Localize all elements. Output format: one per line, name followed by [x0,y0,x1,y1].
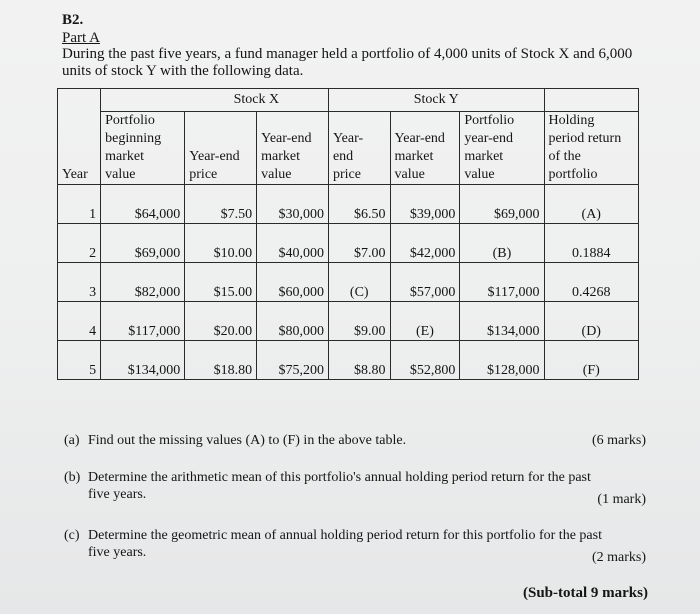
table-row [58,185,639,224]
cell-y-price: (C) [328,263,390,302]
cell-beginning: $69,000 [101,224,185,263]
table-row [58,263,639,302]
cell-hpr: 0.4268 [544,263,638,302]
cell-x-value: $75,200 [257,341,329,380]
cell-x-price: $15.00 [185,263,257,302]
col-hpr: Holding period return of the portfolio [544,112,638,185]
cell-x-value: $80,000 [257,302,329,341]
cell-x-price: $18.80 [185,341,257,380]
group-header-row [58,89,639,112]
part-heading: Part A [62,30,100,46]
question-text-cont: five years. [88,545,147,560]
portfolio-table [57,88,639,380]
cell-hpr: (F) [544,341,638,380]
col-y-value: Year-end market value [390,112,460,185]
question-text-cont: five years. [88,487,147,502]
question-text: Determine the arithmetic mean of this portfolio's annual holding period return for the past [88,470,591,485]
cell-beginning: $134,000 [101,341,185,380]
cell-x-price: $7.50 [185,185,257,224]
table-row [58,341,639,380]
question-number: B2. [62,12,84,28]
question-text: Determine the geometric mean of annual holding period return for this portfolio for the past [88,528,602,543]
intro-line-2: units of stock Y with the following data. [62,63,304,79]
column-header-row [58,112,639,185]
cell-end-value: $128,000 [460,341,544,380]
cell-hpr: 0.1884 [544,224,638,263]
col-beginning-value: Portfolio beginning market value [101,112,185,185]
cell-y-price: $6.50 [328,185,390,224]
col-x-value: Year-end market value [257,112,329,185]
cell-x-price: $10.00 [185,224,257,263]
cell-x-value: $60,000 [257,263,329,302]
cell-year: 4 [58,302,101,341]
cell-x-price: $20.00 [185,302,257,341]
col-end-value: Portfolio year-end market value [460,112,544,185]
cell-y-value: $42,000 [390,224,460,263]
table-row [58,302,639,341]
question-text: Find out the missing values (A) to (F) in the above table. [88,433,407,448]
col-y-price: Year- end price [328,112,390,185]
question-marks: (6 marks) [591,433,646,448]
cell-y-value: $57,000 [390,263,460,302]
intro-line-1: During the past five years, a fund manager held a portfolio of 4,000 units of Stock X and 6,000 [62,46,633,62]
cell-x-value: $40,000 [257,224,329,263]
stock-y-header: Stock Y [328,89,544,112]
cell-x-value: $30,000 [257,185,329,224]
cell-y-value: $39,000 [390,185,460,224]
cell-y-value: (E) [390,302,460,341]
col-x-price: Year-end price [185,112,257,185]
cell-y-price: $8.80 [328,341,390,380]
cell-year: 5 [58,341,101,380]
cell-y-price: $7.00 [328,224,390,263]
cell-hpr: (A) [544,185,638,224]
cell-year: 3 [58,263,101,302]
question-label: (c) [64,528,80,543]
cell-end-value: (B) [460,224,544,263]
col-year: Year [58,112,101,185]
stock-x-header: Stock X [185,89,329,112]
cell-hpr: (D) [544,302,638,341]
cell-y-value: $52,800 [390,341,460,380]
question-marks: (1 mark) [597,492,646,507]
cell-y-price: $9.00 [328,302,390,341]
table-row [58,224,639,263]
question-marks: (2 marks) [591,550,646,565]
question-label: (b) [64,470,81,485]
cell-beginning: $117,000 [101,302,185,341]
question-label: (a) [64,433,80,448]
cell-end-value: $134,000 [460,302,544,341]
subtotal-marks: (Sub-total 9 marks) [522,585,648,601]
cell-year: 1 [58,185,101,224]
cell-end-value: $69,000 [460,185,544,224]
cell-year: 2 [58,224,101,263]
cell-beginning: $64,000 [101,185,185,224]
cell-beginning: $82,000 [101,263,185,302]
cell-end-value: $117,000 [460,263,544,302]
